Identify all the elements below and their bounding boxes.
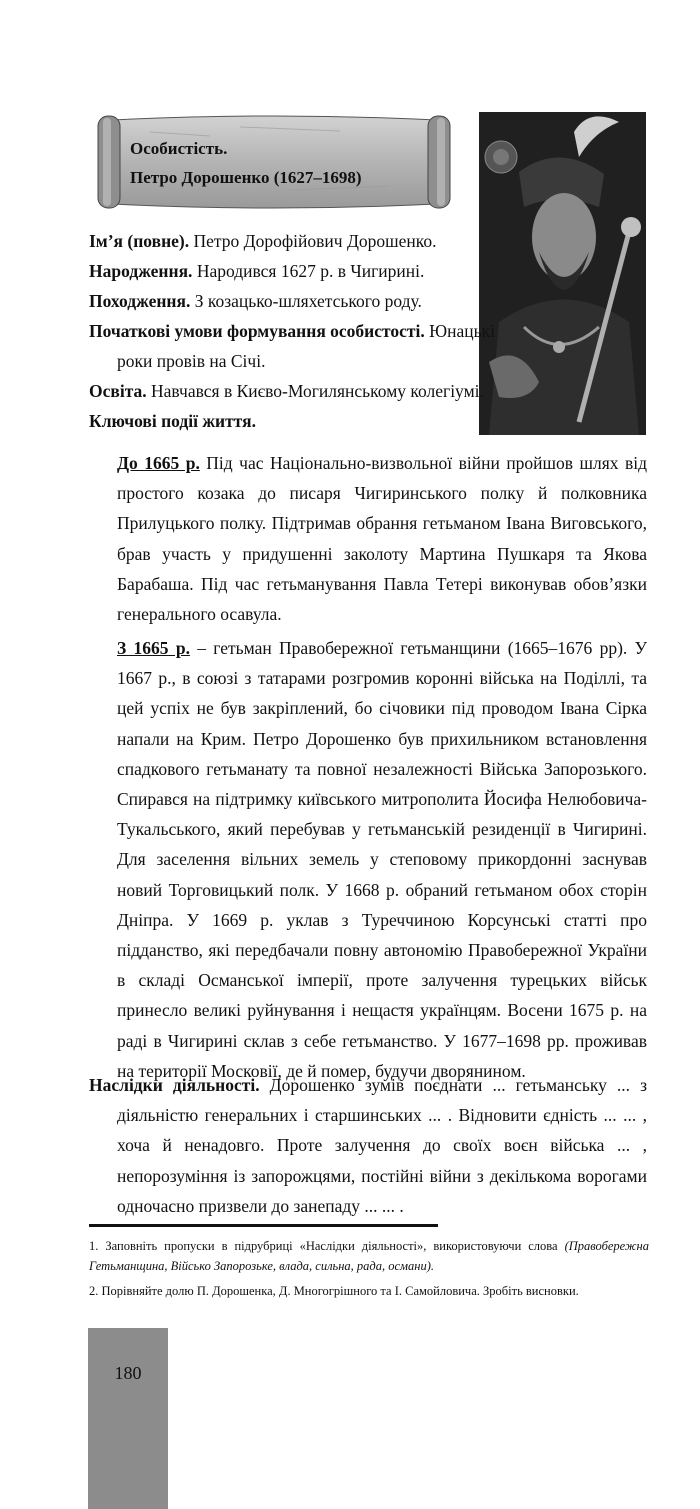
event-text: – гетьман Правобережної гетьманщини (1665–1676 рр). У 1667 р., в союзі з татарами розгромив коронні війська на Поділлі, та цей успіх не був закріплений, бо січовики під проводом Івана Сірка напали на Крим. Петро Дорошенко був прихильником встановлення спадкового гетьманату та повної незалежності Війська Запорозького. Спирався на підтримку київського митрополита Йосифа Нелюбовича-Тукальського, який перебував у гетьманській резиденції в Чигирині. Для заселення вільних земель у степовому прикордонні заснував новий Торговицький полк. У 1668 р. обраний гетьманом обох сторін Дніпра. У 1669 р. уклав з Туреччиною Корсунські статті про підданство, які передбачали повну автономію Правобережної України в складі Османської імперії, проте залучення турецьких військ принесло великі руйнування і нещастя українцям. Восени 1675 р. на раді в Чигирині склав з себе гетьманство. У 1677–1698 рр. проживав на території Московії, де й помер, будучи дворянином. xyxy=(117,638,647,1081)
field-education xyxy=(89,376,484,406)
field-label: Початкові умови формування особистості. xyxy=(89,321,425,341)
field-value: Народився 1627 р. в Чигирині. xyxy=(192,261,425,281)
field-label: Ключові події життя. xyxy=(89,411,256,431)
footnote-text: 1. Заповніть пропуски в підрубриці «Наслідки діяльності», використовуючи слова xyxy=(89,1239,565,1253)
portrait-graphic xyxy=(479,112,646,435)
field-value: Навчався в Києво-Могилянському колегіумі. xyxy=(146,381,484,401)
field-label: Походження. xyxy=(89,291,191,311)
field-formation-continued xyxy=(117,346,497,376)
footnote-text: 2. Порівняйте долю П. Дорошенка, Д. Многогрішного та І. Самойловича. Зробіть висновки. xyxy=(89,1284,579,1298)
event-date: З 1665 р. xyxy=(117,638,190,658)
section-label: Особистість. xyxy=(130,139,228,158)
field-label: Ім’я (повне). xyxy=(89,231,190,251)
portrait-image xyxy=(479,112,646,435)
event-from-1665 xyxy=(117,633,647,1086)
scroll-text xyxy=(130,134,362,192)
page-number-box xyxy=(88,1328,168,1509)
field-origin xyxy=(89,286,469,316)
event-date: До 1665 р. xyxy=(117,453,200,473)
footnote-divider xyxy=(89,1224,438,1227)
field-value: З козацько-шляхетського роду. xyxy=(190,291,422,311)
field-birth xyxy=(89,256,469,286)
person-title: Петро Дорошенко (1627–1698) xyxy=(130,168,362,187)
event-before-1665 xyxy=(117,448,647,629)
field-full-name xyxy=(89,226,469,256)
consequences-block xyxy=(89,1070,647,1221)
field-label: Освіта. xyxy=(89,381,147,401)
field-value: Петро Дорофійович Дорошенко. xyxy=(189,231,437,251)
field-label: Народження. xyxy=(89,261,193,281)
field-value: роки провів на Січі. xyxy=(117,351,266,371)
consequences-text: Дорошенко зумів поєднати ... гетьманську ... з діяльністю генеральних і старшинських ... . Відновити єдність ... ... , хоча й ненадовго. Проте залучення до своїх воєн війська ... , непорозуміння із запорожцями, постійні війни з декількома ворогами одночасно призвели до занепаду ... ... . xyxy=(117,1075,647,1216)
footnote-1 xyxy=(89,1236,649,1276)
title-scroll-banner xyxy=(90,112,458,212)
field-value: Юнацькі xyxy=(424,321,495,341)
footnote-2 xyxy=(89,1281,649,1301)
footnote-words: (Правобережна Гетьманщина, Військо Запорозьке, влада, сильна, рада, османи). xyxy=(89,1239,649,1273)
field-key-events xyxy=(89,406,469,436)
page-number: 180 xyxy=(114,1363,142,1383)
event-text: Під час Національно-визвольної війни пройшов шлях від простого козака до писаря Чигиринського полку й полковника Прилуцького полку. Підтримав обрання гетьманом Івана Виговського, брав участь у придушенні заколоту Мартина Пушкаря та Якова Барабаша. Під час гетьманування Павла Тетері виконував обов’язки генерального осавула. xyxy=(117,453,647,625)
consequences-label: Наслідки діяльності. xyxy=(89,1075,260,1095)
field-formation xyxy=(89,316,495,346)
